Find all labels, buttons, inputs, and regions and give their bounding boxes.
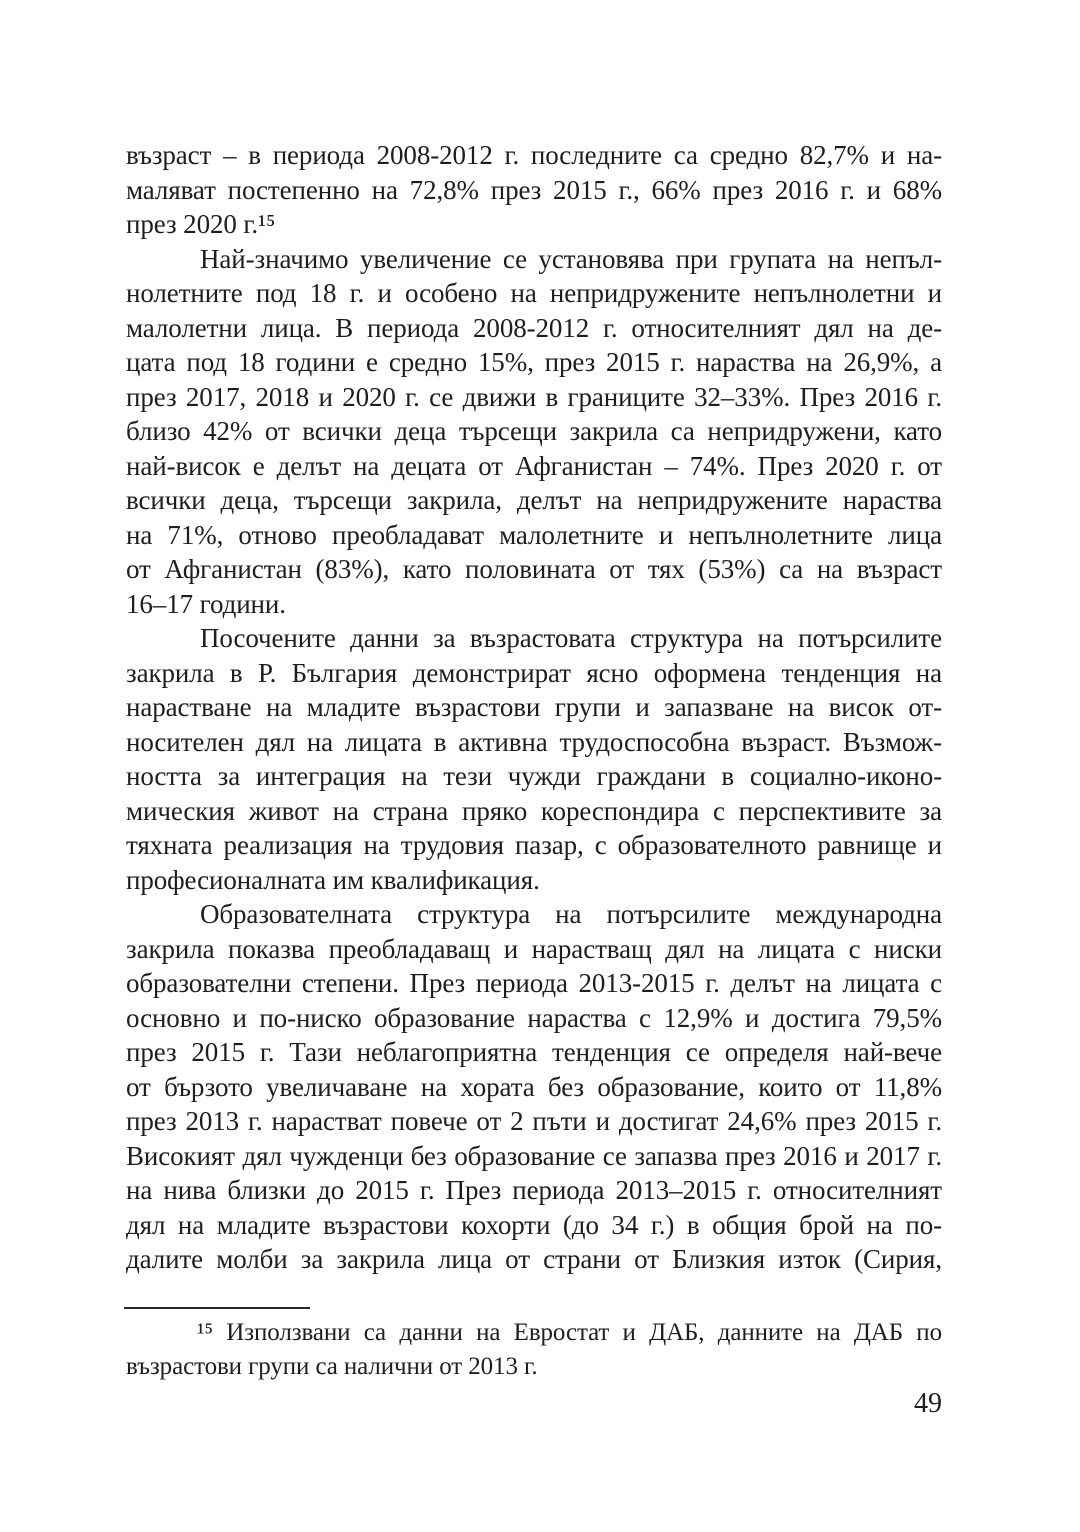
paragraph <box>126 1316 942 1383</box>
body-text <box>126 138 942 1277</box>
text-line: възраст – в периода 2008-2012 г. последните са средно 82,7% и на- <box>126 140 942 170</box>
text-line: на нива близки до 2015 г. През периода 2013–2015 г. относителният <box>126 1175 942 1205</box>
text-line: през 2020 г.¹⁵ <box>126 209 276 239</box>
text-line: най-висок е делът на децата от Афганистан – 74%. През 2020 г. от <box>126 450 942 481</box>
paragraph <box>126 621 942 897</box>
text-line: далите молби за закрила лица от страни от Близкия изток (Сирия, <box>126 1244 942 1274</box>
page-number: 49 <box>914 1388 942 1419</box>
text-line: ¹⁵ Използвани са данни на Евростат и ДАБ, данните на ДАБ по <box>197 1319 942 1346</box>
text-line: възрастови групи са налични от 2013 г. <box>126 1352 538 1380</box>
text-line: през 2013 г. нарастват повече от 2 пъти и достигат 24,6% през 2015 г. <box>126 1106 942 1136</box>
text-line: тяхната реализация на трудовия пазар, с образователното равнище и <box>126 830 942 860</box>
footnote-separator <box>124 1307 310 1309</box>
text-line: носителен дял на лицата в активна трудоспособна възраст. Възмож- <box>126 726 942 757</box>
text-line: близо 42% от всички деца търсещи закрила са непридружени, като <box>126 416 942 446</box>
paragraph <box>126 242 942 622</box>
text-line: Най-значимо увеличение се установява при групата на непъл- <box>200 243 942 274</box>
text-line: закрила в Р. България демонстрират ясно оформена тенденция на <box>126 657 942 688</box>
text-line: на 71%, отново преобладават малолетните и непълнолетните лица <box>126 519 942 550</box>
text-line: всички деца, търсещи закрила, делът на непридружените нараства <box>126 485 942 515</box>
text-line: професионалната им квалификация. <box>126 864 540 895</box>
text-line: ността за интеграция на тези чужди граждани в социално-иконо- <box>126 761 942 791</box>
text-line: закрила показва преобладаващ и нарастващ дял на лицата с ниски <box>126 933 942 964</box>
text-line: дял на младите възрастови кохорти (до 34 г.) в общия брой на по- <box>126 1209 942 1240</box>
text-line: 16–17 години. <box>126 588 286 619</box>
text-line: през 2015 г. Тази неблагоприятна тенденция се определя най-вече <box>126 1037 942 1067</box>
text-line: от Афганистан (83%), като половината от тях (53%) са на възраст <box>126 554 942 584</box>
text-line: Посочените данни за възрастовата структура на потърсилите <box>200 623 942 653</box>
text-line: нарастване на младите възрастови групи и запазване на висок от- <box>126 692 942 722</box>
footnote <box>126 1316 942 1383</box>
text-line: мическия живот на страна пряко кореспондира с перспективите за <box>126 795 942 826</box>
text-line: малолетни лица. В периода 2008-2012 г. относителният дял на де- <box>126 312 942 343</box>
text-line: нолетните под 18 г. и особено на непридружените непълнолетни и <box>126 278 942 308</box>
text-line: през 2017, 2018 и 2020 г. се движи в границите 32–33%. През 2016 г. <box>126 381 942 412</box>
text-line: образователни степени. През периода 2013-2015 г. делът на лицата с <box>126 968 942 998</box>
paragraph <box>126 138 942 242</box>
paragraph <box>126 897 942 1277</box>
text-line: цата под 18 години е средно 15%, през 2015 г. нараства на 26,9%, а <box>126 347 942 377</box>
text-line: Образователната структура на потърсилите международна <box>200 899 942 929</box>
text-line: основно и по-ниско образование нараства с 12,9% и достига 79,5% <box>126 1002 942 1033</box>
text-line: Високият дял чужденци без образование се запазва през 2016 и 2017 г. <box>126 1140 942 1171</box>
text-line: маляват постепенно на 72,8% през 2015 г., 66% през 2016 г. и 68% <box>126 174 942 205</box>
text-line: от бързото увеличаване на хората без образование, които от 11,8% <box>126 1071 942 1102</box>
